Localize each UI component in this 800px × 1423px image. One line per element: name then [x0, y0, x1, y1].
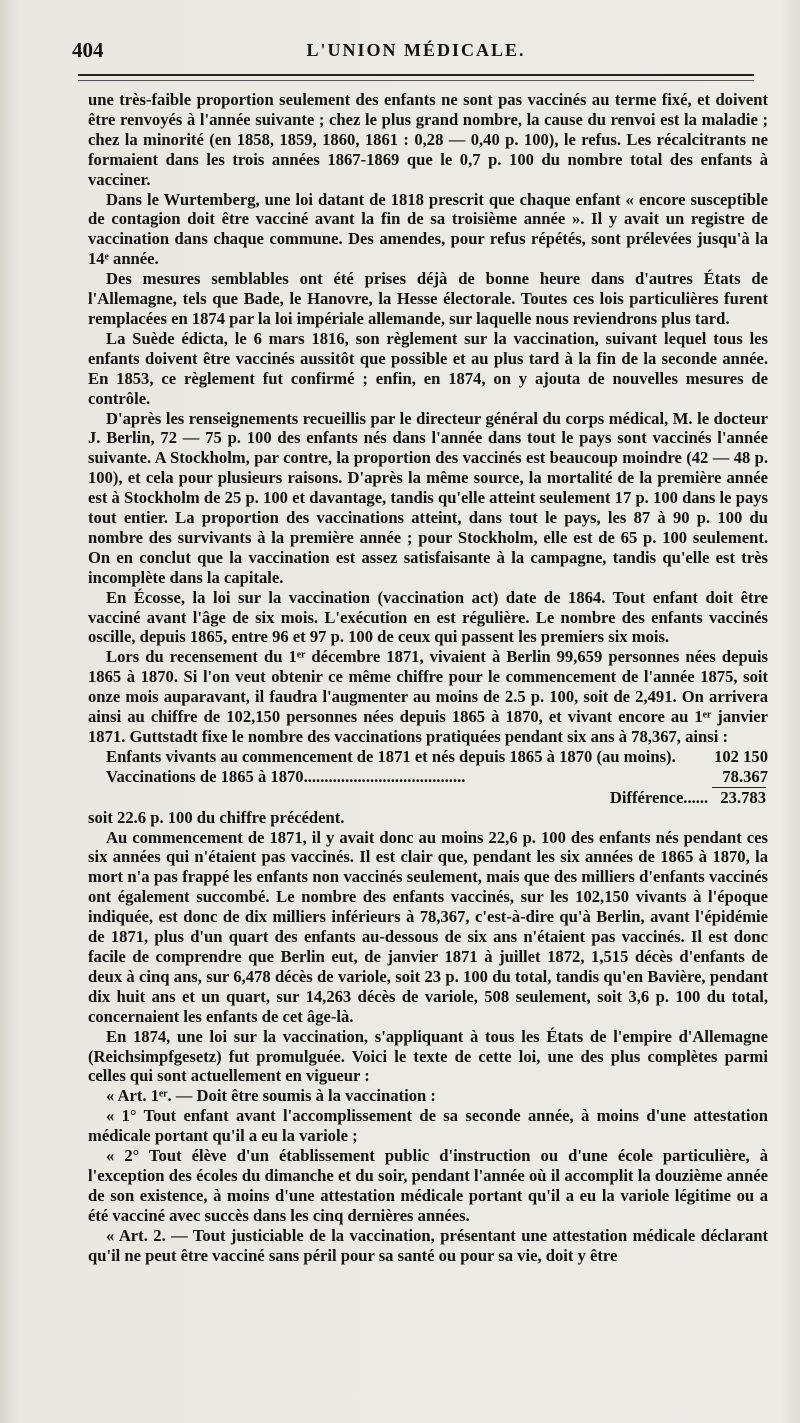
header-rule — [78, 74, 754, 76]
law-article: « Art. 1ᵉʳ. — Doit être soumis à la vaccination : — [106, 1086, 436, 1106]
table-row — [88, 767, 768, 787]
paragraph: D'après les renseignements recueillis par le directeur général du corps médical, M. le docteur J. Berlin, 72 — 75 p. 100 des enfants nés dans l'année dans tout le pays sont vaccinés l'année suivante. A Stockholm, par contre, la proportion des vaccinés est beaucoup moindre (42 — 48 p. 100), et cela pour plusieurs raisons. D'après la même source, la mortalité de la première année est à Stockholm de 25 p. 100 et davantage, tandis qu'elle atteint seulement 17 p. 100 dans le pays tout entier. La proportion des vaccinations atteint, dans tout le pays, les 87 à 90 p. 100 du nombre des survivants à la première année ; pour Stockholm, elle est de 65 p. 100 seulement. On en conclut que la vaccination est assez satisfaisante à la campagne, tandis qu'elle est très incomplète dans la capitale. — [88, 408, 768, 587]
difference-row — [88, 787, 768, 808]
paragraph: Dans le Wurtemberg, une loi datant de 1818 prescrit que chaque enfant « encore susceptible de contagion doit être vacciné avant la fin de sa troisième année ». Il y avait un registre de vaccination dans chaque commune. Des amendes, pour refus répétés, sont prélevées jusqu'à la 14ᵉ année. — [88, 189, 768, 269]
table-row — [88, 747, 768, 767]
statistics-table — [88, 747, 768, 808]
paragraph: La Suède édicta, le 6 mars 1816, son règlement sur la vaccination, suivant lequel tous les enfants doivent être vaccinés aussitôt que possible et au plus tard à la fin de la seconde année. En 1853, ce règlement fut confirmé ; enfin, en 1874, on y ajouta de nouvelles mesures de contrôle. — [88, 328, 768, 408]
row-label: Enfants vivants au commencement de 1871 et nés depuis 1865 à 1870 (au moins). — [106, 746, 676, 766]
row-value: 78.367 — [722, 766, 768, 786]
running-title: L'UNION MÉDICALE. — [306, 40, 526, 60]
paragraph: Au commencement de 1871, il y avait donc au moins 22,6 p. 100 des enfants nés pendant ces six années qui n'étaient pas vaccinés. Il est clair que, pendant les six années de 1865 à 1870, la mort n'a pas frappé les enfants non vaccinés seulement, mais que des milliers d'enfants vaccinés ont également succombé. Le nombre des enfants vaccinés, sur les 102,150 vivants à l'époque indiquée, est donc de dix milliers inférieurs à 78,367, c'est-à-dire qu'à Berlin, avant l'épidémie de 1871, plus d'un quart des enfants au-dessous de six ans n'étaient pas vaccinés. Il est donc facile de comprendre que Berlin eut, de janvier 1871 à juillet 1872, 1,515 décès d'enfants de deux à cinq ans, sur 6,478 décès de variole, soit 23 p. 100 du total, tandis qu'en Bavière, pendant dix huit ans et un quart, sur 14,263 décès de variole, 508 seulement, soit 3,6 p. 100 du total, concernaient les enfants de cet âge-là. — [88, 827, 768, 1026]
row-value: 102 150 — [714, 746, 768, 766]
page-header — [72, 38, 760, 68]
page-number: 404 — [72, 38, 104, 62]
difference-value: 23.783 — [712, 787, 766, 808]
law-article: « 1° Tout enfant avant l'accomplissement de sa seconde année, à moins d'une attestation médicale portant qu'il a eu la variole ; — [88, 1106, 768, 1146]
header-rule-thin — [78, 80, 754, 81]
paragraph: une très-faible proportion seulement des enfants ne sont pas vaccinés au terme fixé, et doivent être renvoyés à l'année suivante ; chez le plus grand nombre, la cause du renvoi est la maladie ; chez la minorité (en 1858, 1859, 1860, 1861 : 0,28 — 0,40 p. 100), le refus. Les récalcitrants ne formaient dans les trois années 1867-1869 que le 0,7 p. 100 du nombre total des enfants à vacciner. — [88, 90, 768, 189]
body-text — [88, 90, 768, 1265]
difference-label: Différence...... — [609, 787, 709, 807]
paragraph: Des mesures semblables ont été prises déjà de bonne heure dans d'autres États de l'Allemagne, tels que Bade, le Hanovre, la Hesse électorale. Toutes ces lois particulières furent remplacées en 1874 par la loi impériale allemande, sur laquelle nous reviendrons plus tard. — [88, 269, 768, 328]
paragraph: En Écosse, la loi sur la vaccination (vaccination act) date de 1864. Tout enfant doit être vacciné avant l'âge de six mois. L'exécution en est régulière. Le nombre des enfants vaccinés oscille, depuis 1865, entre 96 et 97 p. 100 de ceux qui passent les premiers six mois. — [88, 587, 768, 647]
law-article: « 2° Tout élève d'un établissement public d'instruction ou d'une école particulière, à l'exception des écoles du dimanche et du soir, pendant l'année où il accomplit la douzième année de son existence, à moins d'une attestation médicale portant qu'il a eu la variole légitime ou a été vacciné avec succès dans les cinq dernières années. — [88, 1146, 768, 1225]
row-label: Vaccinations de 1865 à 1870....................................... — [106, 766, 466, 786]
paragraph: Lors du recensement du 1ᵉʳ décembre 1871, vivaient à Berlin 99,659 personnes nées depuis 1865 à 1870. Si l'on veut obtenir ce même chiffre pour le commencement de l'année 1875, soit onze mois auparavant, il faudra l'augmenter au moins de 2.5 p. 100, soit de 2,491. On arrivera ainsi au chiffre de 102,150 personnes nées depuis 1865 à 1870, et vivant encore au 1ᵉʳ janvier 1871. Guttstadt fixe le nombre des vaccinations pratiquées pendant six ans à 78,367, ainsi : — [88, 647, 768, 746]
law-article: « Art. 2. — Tout justiciable de la vaccination, présentant une attestation médicale déclarant qu'il ne peut être vacciné sans péril pour sa santé ou pour sa vie, doit y être — [88, 1225, 768, 1265]
after-table-text: soit 22.6 p. 100 du chiffre précédent. — [88, 807, 345, 827]
paragraph: En 1874, une loi sur la vaccination, s'appliquant à tous les États de l'empire d'Allemagne (Reichsimpfgesetz) fut promulguée. Voici le texte de cette loi, une des plus complètes parmi celles qui sont actuellement en vigueur : — [88, 1026, 768, 1086]
